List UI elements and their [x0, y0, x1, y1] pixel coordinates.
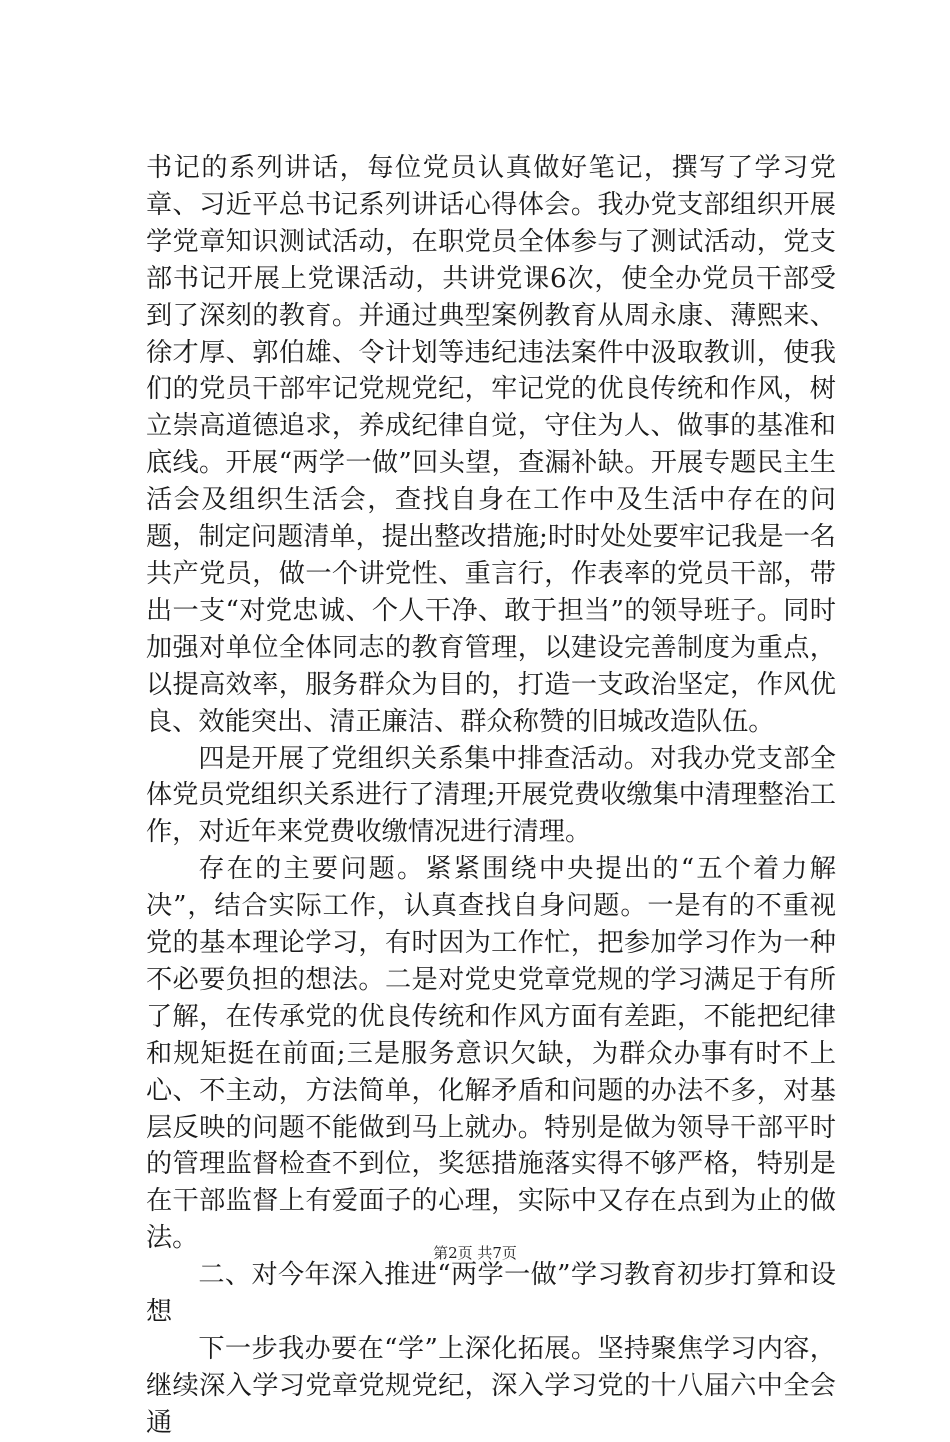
section-heading-two: 二、对今年深入推进“两学一做”学习教育初步打算和设想: [146, 1260, 836, 1328]
page-number: 第2页 共7页: [433, 1244, 517, 1262]
paragraph-next-steps: 下一步我办要在“学”上深化拓展。坚持聚焦学习内容，继续深入学习党章党规党纪，深入学习党的十八届六中全会通: [146, 1334, 836, 1438]
page-footer: [0, 1243, 950, 1263]
paragraph-point-four: 四是开展了党组织关系集中排查活动。对我办党支部全体党员党组织关系进行了清理;开展党费收缴集中清理整治工作，对近年来党费收缴情况进行清理。: [146, 743, 836, 848]
paragraph-continuation: 书记的系列讲话，每位党员认真做好笔记，撰写了学习党章、习近平总书记系列讲话心得体会。我办党支部组织开展学党章知识测试活动，在职党员全体参与了测试活动，党支部书记开展上党课活动，共讲党课6次，使全办党员干部受到了深刻的教育。并通过典型案例教育从周永康、薄熙来、徐才厚、郭伯雄、令计划等违纪违法案件中汲取教训，使我们的党员干部牢记党规党纪，牢记党的优良传统和作风，树立崇高道德追求，养成纪律自觉，守住为人、做事的基准和底线。开展“两学一做”回头望，查漏补缺。开展专题民主生活会及组织生活会，查找自身在工作中及生活中存在的问题，制定问题清单，提出整改措施;时时处处要牢记我是一名共产党员，做一个讲党性、重言行，作表率的党员干部，带出一支“对党忠诚、个人干净、敢于担当”的领导班子。同时加强对单位全体同志的教育管理，以建设完善制度为重点，以提高效率，服务群众为目的，打造一支政治坚定，作风优良、效能突出、清正廉洁、群众称赞的旧城改造队伍。: [146, 153, 836, 737]
paragraph-main-problems: 存在的主要问题。紧紧围绕中央提出的“五个着力解决”，结合实际工作，认真查找自身问题。一是有的不重视党的基本理论学习，有时因为工作忙，把参加学习作为一种不必要负担的想法。二是对党史党章党规的学习满足于有所了解，在传承党的优良传统和作风方面有差距，不能把纪律和规矩挺在前面;三是服务意识欠缺，为群众办事有时不上心、不主动，方法简单，化解矛盾和问题的办法不多，对基层反映的问题不能做到马上就办。特别是做为领导干部平时的管理监督检查不到位，奖惩措施落实得不够严格，特别是在干部监督上有爱面子的心理，实际中又存在点到为止的做法。: [146, 854, 836, 1254]
